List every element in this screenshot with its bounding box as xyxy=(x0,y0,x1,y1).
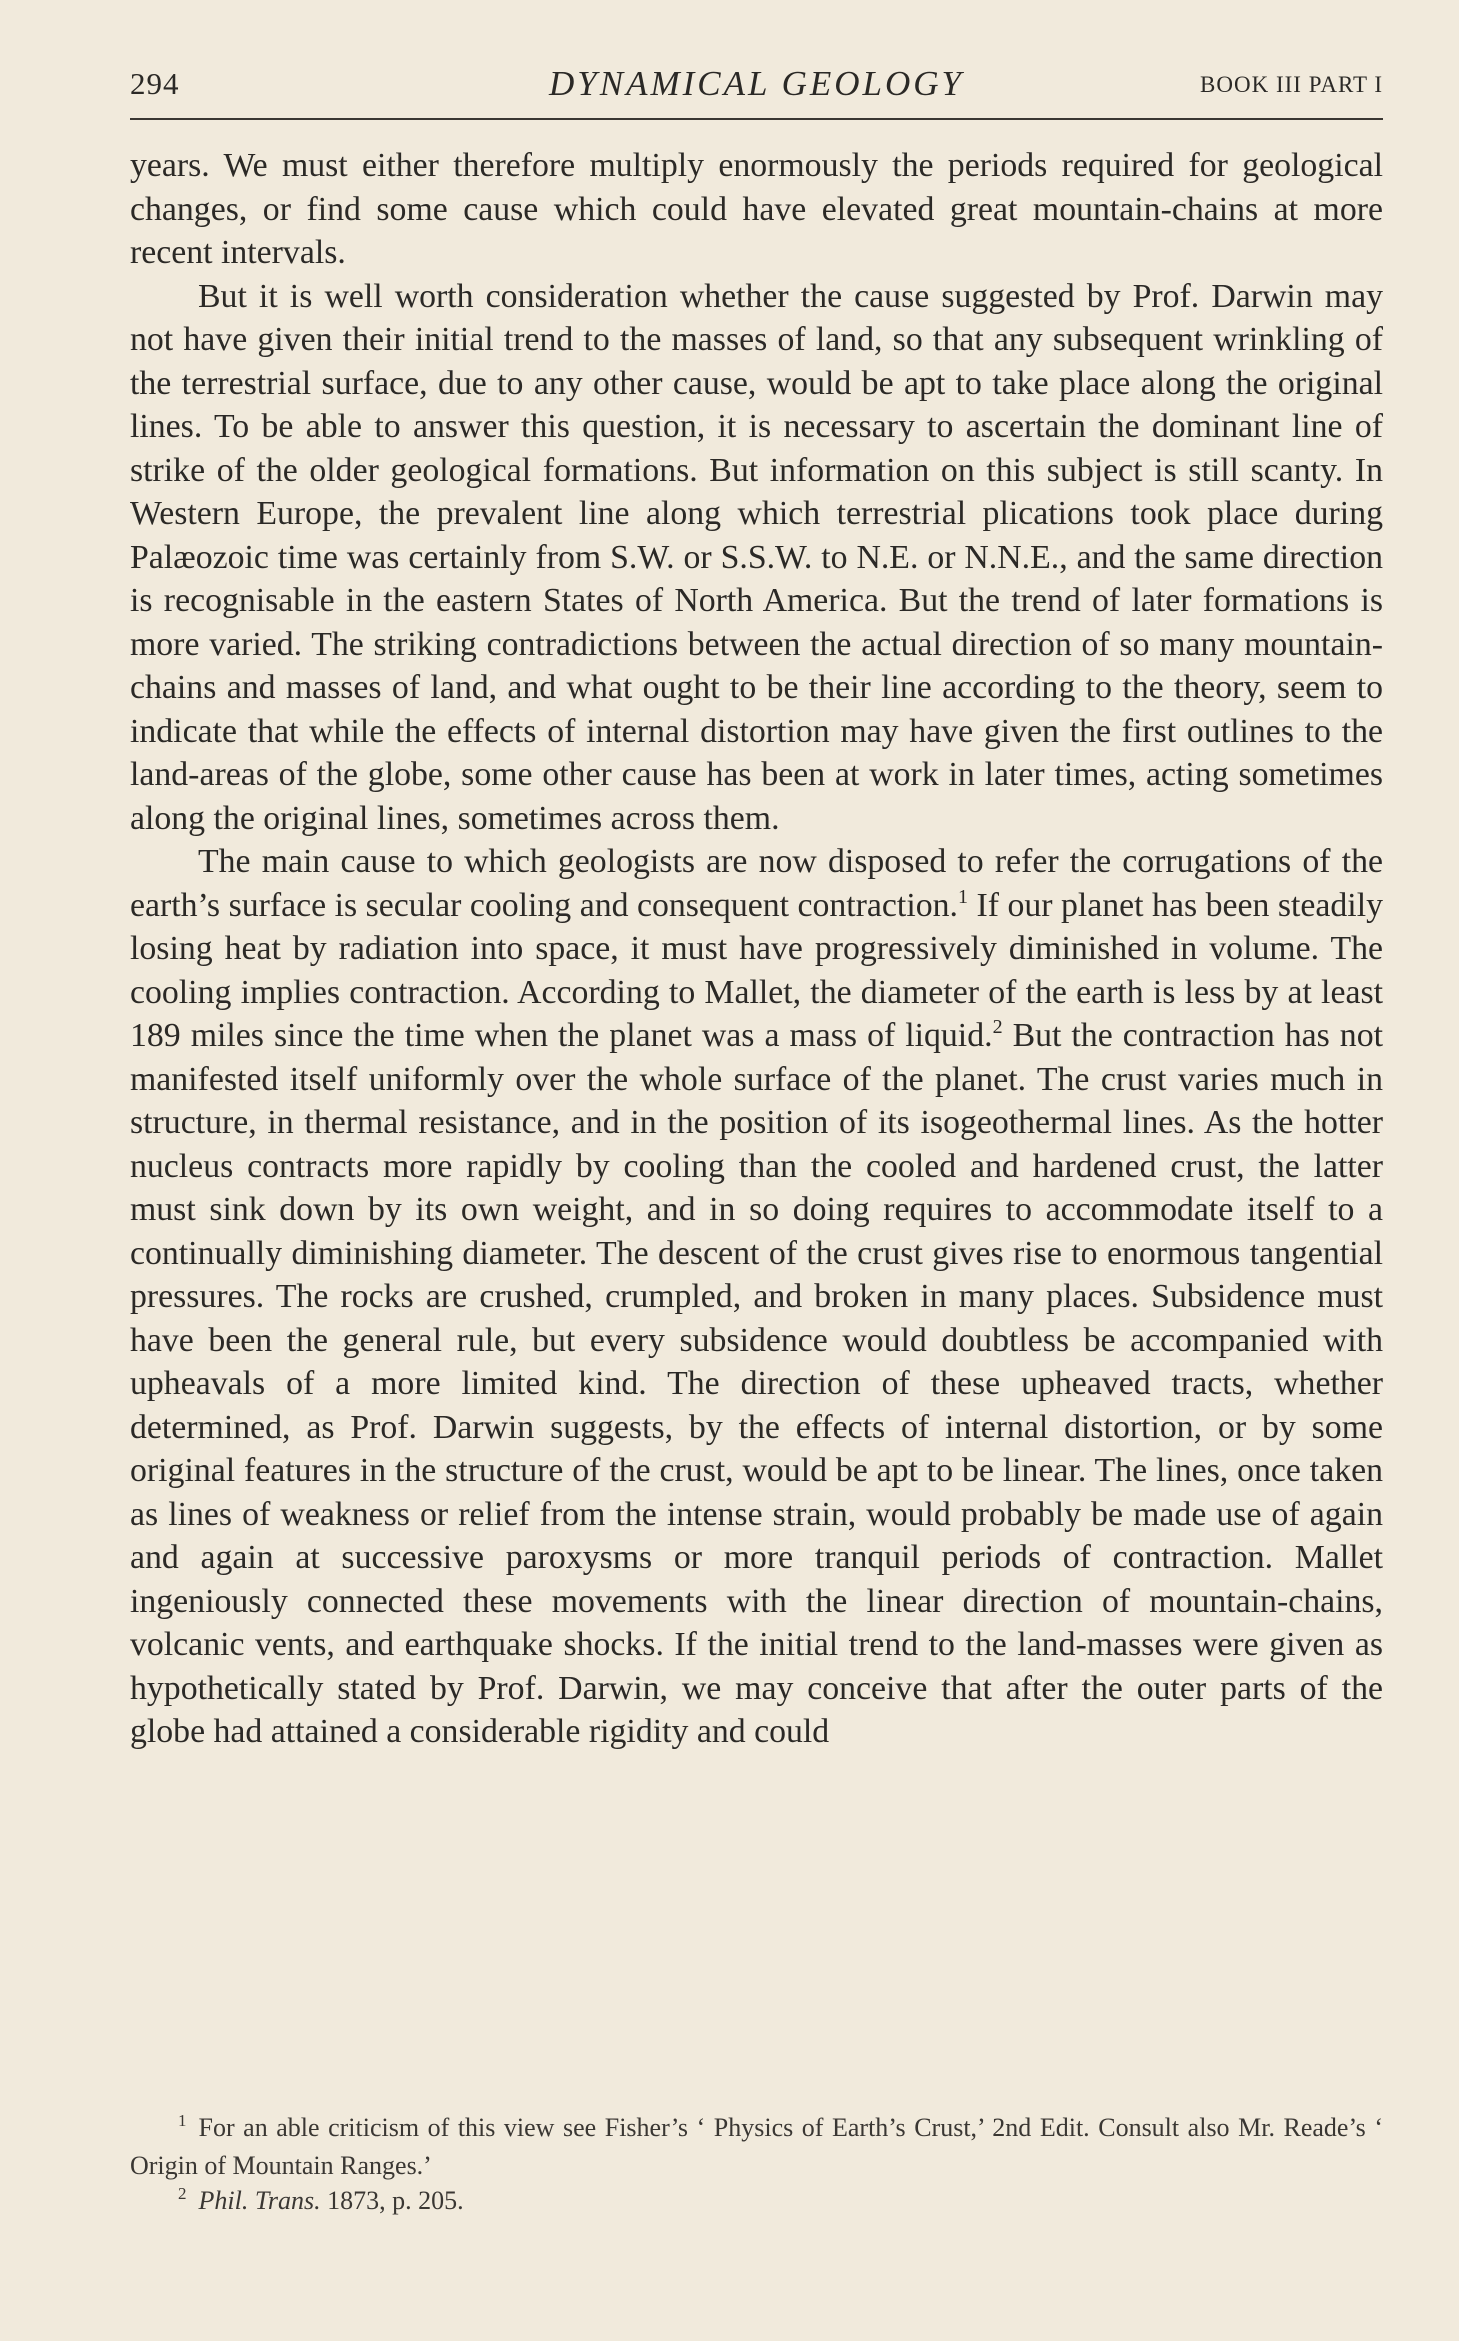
footnote-1-text: For an able criticism of this view see Fisher’s ‘ Physics of Earth’s Crust,’ 2nd Edit. Consult also Mr. Reade’s ‘ Origin of Mountain Ranges.’ xyxy=(130,2113,1383,2180)
paragraph-3-part-a: The main cause to which geologists are now disposed to refer the corrugations of the earth’s surface is secular cooling and consequent contraction. xyxy=(130,843,1383,924)
page-number: 294 xyxy=(130,66,180,101)
header-rule xyxy=(130,118,1383,120)
paragraph-3-part-b: If our planet has been steadily losing heat by radiation into space, it must have progressively diminished in volume. The cooling implies contraction. According to Mallet, the diameter of the earth is less by at least 189 miles since the time when the planet was a mass of liquid. xyxy=(130,886,1383,1054)
footnote-1-mark: 1 xyxy=(178,2111,187,2130)
footnote-ref-1[interactable]: 1 xyxy=(957,885,968,908)
book-part-label: BOOK III PART I xyxy=(1200,72,1383,97)
paragraph-2: But it is well worth consideration whether the cause suggested by Prof. Darwin may not have given their initial trend to the masses of land, so that any subsequent wrinkling of the terrestrial surface, due to any other cause, would be apt to take place along the original lines. To be able to answer this question, it is necessary to ascertain the dominant line of strike of the older geological formations. But information on this subject is still scanty. In Western Europe, the prevalent line along which terrestrial plications took place during Palæozoic time was certainly from S.W. or S.S.W. to N.E. or N.N.E., and the same direction is recognisable in the eastern States of North America. But the trend of later formations is more varied. The striking contradictions between the actual direction of so many mountain-chains and masses of land, and what ought to be their line according to the theory, seem to indicate that while the effects of internal distortion may have given the first outlines to the land-areas of the globe, some other cause has been at work in later times, acting sometimes along the original lines, sometimes across them. xyxy=(130,277,1383,837)
paragraph-1: years. We must either therefore multiply enormously the periods required for geological changes, or find some cause which could have elevated great mountain-chains at more recent intervals. xyxy=(130,147,1383,271)
footnote-2 xyxy=(130,2183,1383,2221)
footnote-2-journal: Phil. Trans. xyxy=(198,2186,321,2215)
footnotes xyxy=(130,2110,1383,2221)
paragraph-3-part-c: But the contraction has not manifested itself uniformly over the whole surface of the planet. The crust varies much in structure, in thermal resistance, and in the position of its isogeothermal lines. As the hotter nucleus contracts more rapidly by cooling than the cooled and hardened crust, the latter must sink down by its own weight, and in so doing requires to accommodate itself to a continually diminishing diameter. The descent of the crust gives rise to enormous tangential pressures. The rocks are crushed, crumpled, and broken in many places. Subsidence must have been the general rule, but every subsidence would doubtless be accompanied with upheavals of a more limited kind. The direction of these upheaved tracts, whether determined, as Prof. Darwin suggests, by the effects of internal distortion, or by some original features in the structure of the crust, would be apt to be linear. The lines, once taken as lines of weakness or relief from the intense strain, would probably be made use of again and again at successive paroxysms or more tranquil periods of contraction. Mallet ingeniously connected these movements with the linear direction of mountain-chains, volcanic vents, and earthquake shocks. If the initial trend to the land-masses were given as hypothetically stated by Prof. Darwin, we may conceive that after the outer parts of the globe had attained a considerable rigidity and could xyxy=(130,1017,1383,1750)
footnote-2-text: 1873, p. 205. xyxy=(320,2186,464,2215)
paragraph-3 xyxy=(130,840,1383,1754)
body-text xyxy=(130,144,1383,1754)
page-header xyxy=(130,60,1383,112)
footnote-2-mark: 2 xyxy=(178,2184,187,2203)
running-title: DYNAMICAL GEOLOGY xyxy=(549,64,964,103)
footnote-ref-2[interactable]: 2 xyxy=(992,1016,1003,1038)
footnote-1 xyxy=(130,2110,1383,2183)
